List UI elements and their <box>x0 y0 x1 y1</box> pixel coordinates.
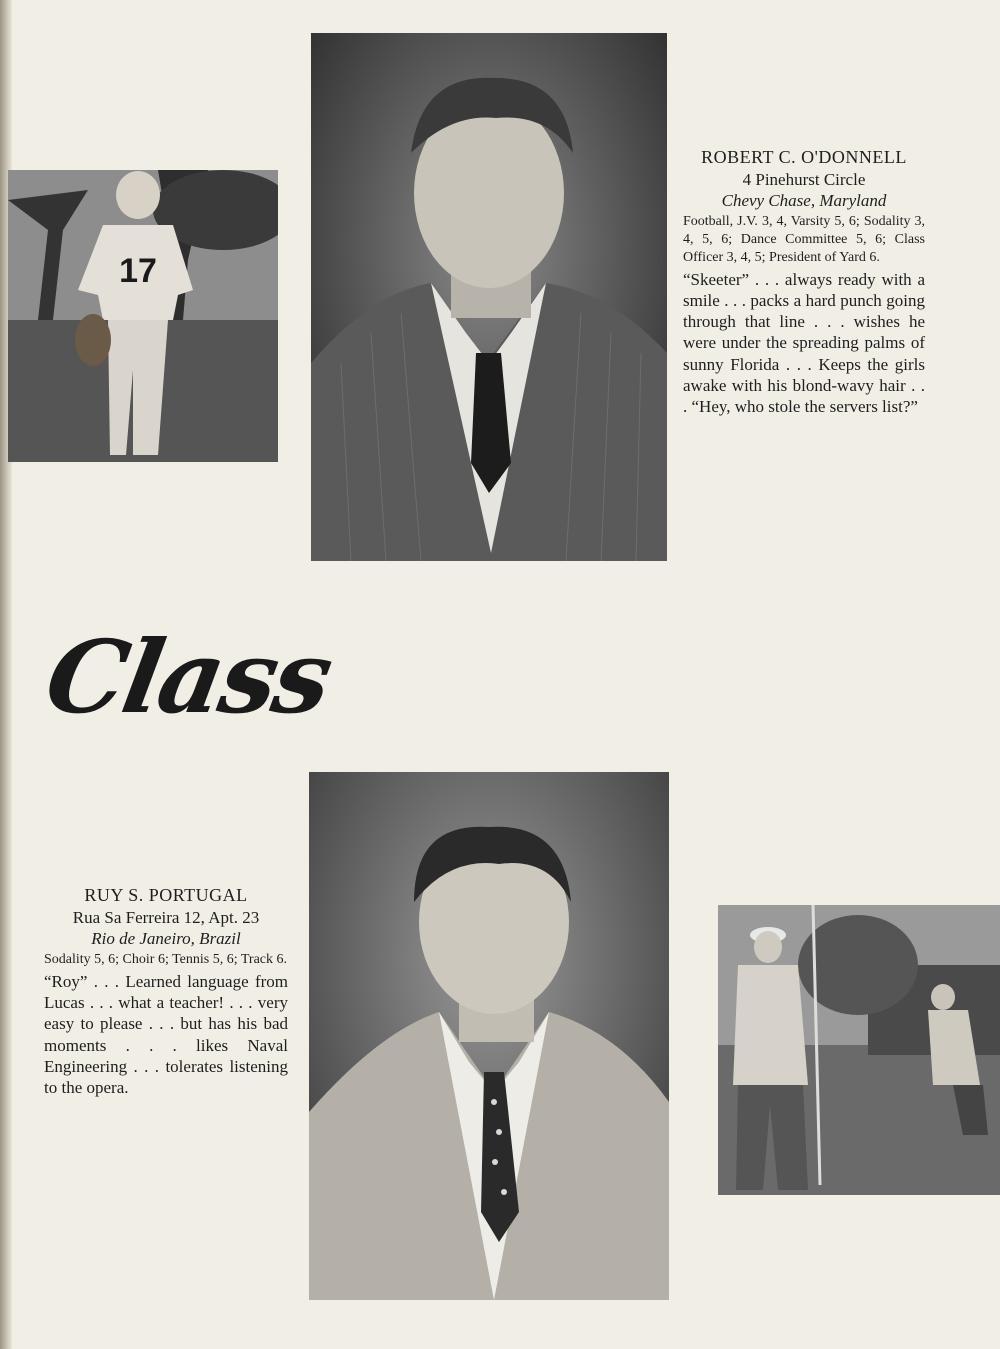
student-name: ROBERT C. O'DONNELL <box>701 147 907 167</box>
student-quote: “Roy” . . . Learned language from Lucas . . . what a teacher! . . . very easy to please . . . but has his bad moments . . . likes Naval Engineering . . . tolerates listening to the opera. <box>44 971 288 1098</box>
portrait-ruy-portugal <box>309 772 669 1300</box>
student-address: Rua Sa Ferreira 12, Apt. 23 <box>72 907 260 927</box>
student-address: 4 Pinehurst Circle <box>742 169 866 189</box>
student-name: RUY S. PORTUGAL <box>84 885 248 905</box>
student-activities: Football, J.V. 3, 4, Varsity 5, 6; Sodality 3, 4, 5, 6; Dance Committee 5, 6; Class Officer 3, 4, 5; President of Yard 6. <box>683 214 925 265</box>
student-city: Rio de Janeiro, Brazil <box>91 928 241 948</box>
portrait-robert-odonnell <box>311 33 667 561</box>
class-heading: Class <box>37 618 339 736</box>
bio-robert-odonnell <box>683 146 925 417</box>
student-city: Chevy Chase, Maryland <box>721 190 887 210</box>
golf-candid-photo <box>718 905 1000 1195</box>
jersey-number: 17 <box>119 252 157 290</box>
student-quote: “Skeeter” . . . always ready with a smile . . . packs a hard punch going through that line . . . wishes he were under the spreading palms of sunny Florida . . . Keeps the girls awake with his blond-wavy hair . . . “Hey, who stole the servers list?” <box>683 269 925 417</box>
bio-ruy-portugal <box>44 884 288 1098</box>
student-activities: Sodality 5, 6; Choir 6; Tennis 5, 6; Track 6. <box>44 952 287 967</box>
football-candid-photo <box>8 170 278 462</box>
